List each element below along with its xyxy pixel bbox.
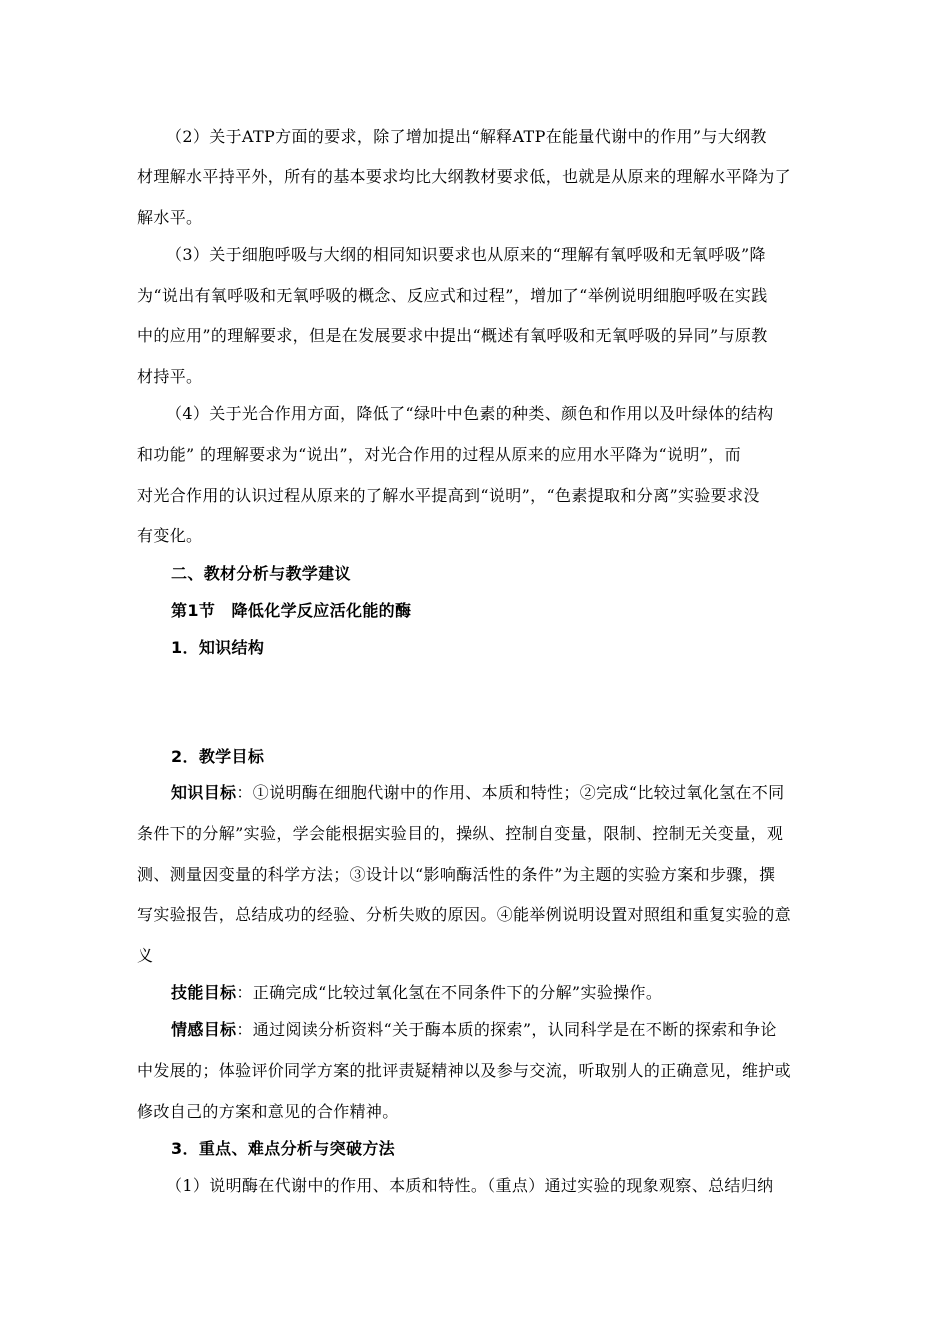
teaching-objectives-heading: 2．教学目标 xyxy=(171,747,265,766)
skill-objective-text: ：正确完成“比较过氧化氢在不同条件下的分解”实验操作。 xyxy=(236,983,663,1002)
paragraph-2-line-3: 解水平。 xyxy=(137,208,203,227)
paragraph-3-line-1: （3）关于细胞呼吸与大纲的相同知识要求也从原来的“理解有氧呼吸和无氧呼吸”降 xyxy=(166,245,766,264)
emotion-objective-line-3: 修改自己的方案和意见的合作精神。 xyxy=(137,1102,399,1121)
emotion-objective-line-2: 中发展的；体验评价同学方案的批评责疑精神以及参与交流，听取别人的正确意见，维护或 xyxy=(137,1061,792,1080)
emotion-objective-text: ：通过阅读分析资料“关于酶本质的探索”，认同科学是在不断的探索和争论 xyxy=(236,1020,777,1039)
knowledge-objective-line-2: 条件下的分解”实验，学会能根据实验目的，操纵、控制自变量，限制、控制无关变量，观 xyxy=(137,824,784,843)
paragraph-3-line-2: 为“说出有氧呼吸和无氧呼吸的概念、反应式和过程”，增加了“举例说明细胞呼吸在实践 xyxy=(137,286,768,305)
knowledge-objective-line-3: 测、测量因变量的科学方法；③设计以“影响酶活性的条件”为主题的实验方案和步骤，撰 xyxy=(137,865,776,884)
knowledge-structure-heading: 1．知识结构 xyxy=(171,638,265,657)
knowledge-objective-text: ：①说明酶在细胞代谢中的作用、本质和特性；②完成“比较过氧化氢在不同 xyxy=(236,783,785,802)
skill-objective-label: 技能目标 xyxy=(171,983,237,1002)
paragraph-3-line-4: 材持平。 xyxy=(137,367,203,386)
knowledge-objective-line-5: 义 xyxy=(137,946,154,965)
knowledge-objective-line-4: 写实验报告，总结成功的经验、分析失败的原因。④能举例说明设置对照组和重复实验的意 xyxy=(137,905,792,924)
paragraph-4-line-4: 有变化。 xyxy=(137,526,203,545)
key-points-line-1: （1）说明酶在代谢中的作用、本质和特性。（重点）通过实验的现象观察、总结归纳 xyxy=(166,1176,774,1195)
paragraph-4-line-2: 和功能” 的理解要求为“说出”，对光合作用的过程从原来的应用水平降为“说明”，而 xyxy=(137,445,741,464)
knowledge-objective-label: 知识目标 xyxy=(171,783,237,802)
paragraph-3-line-3: 中的应用”的理解要求，但是在发展要求中提出“概述有氧呼吸和无氧呼吸的异同”与原教 xyxy=(137,326,768,345)
emotion-objective-line-1 xyxy=(171,1019,851,1041)
emotion-objective-label: 情感目标 xyxy=(171,1020,237,1039)
paragraph-2-line-1: （2）关于ATP方面的要求，除了增加提出“解释ATP在能量代谢中的作用”与大纲教 xyxy=(166,127,767,146)
lesson-heading: 第1节 降低化学反应活化能的酶 xyxy=(171,601,412,620)
paragraph-4-line-3: 对光合作用的认识过程从原来的了解水平提高到“说明”，“色素提取和分离”实验要求没 xyxy=(137,486,760,505)
paragraph-4-line-1: （4）关于光合作用方面，降低了“绿叶中色素的种类、颜色和作用以及叶绿体的结构 xyxy=(166,404,774,423)
knowledge-objective-line-1 xyxy=(171,782,851,804)
key-points-heading: 3．重点、难点分析与突破方法 xyxy=(171,1139,396,1158)
section-heading: 二、教材分析与教学建议 xyxy=(171,564,351,583)
skill-objective-line xyxy=(171,982,851,1004)
paragraph-2-line-2: 材理解水平持平外，所有的基本要求均比大纲教材要求低，也就是从原来的理解水平降为了 xyxy=(137,167,792,186)
